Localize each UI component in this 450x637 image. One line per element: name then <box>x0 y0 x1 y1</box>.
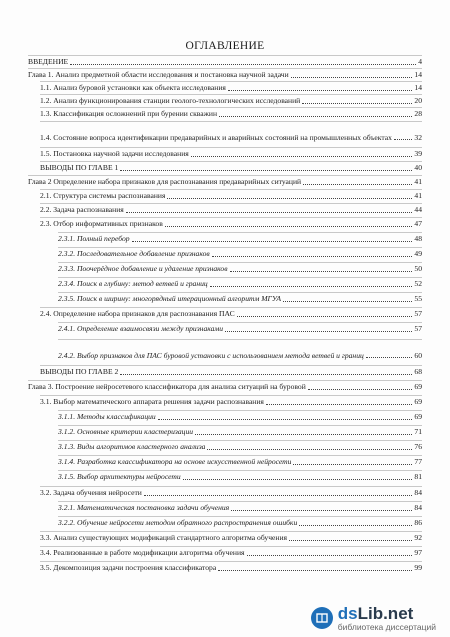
toc-entry-title <box>40 365 118 378</box>
toc-entry-text: Задача распознавания <box>53 205 124 214</box>
toc-entry-number: 2.2. <box>40 205 52 214</box>
toc-entry-text: Виды алгоритмов кластерного анализа <box>77 442 206 451</box>
toc-entry-number: 1.1. <box>40 83 52 92</box>
toc-entry-text: Анализ функционирования станции геолого-технологических исследований <box>53 96 301 105</box>
toc-entry <box>40 486 422 499</box>
toc-page-number: 4 <box>418 57 422 66</box>
toc-entry-number: 2.4.1. <box>58 324 76 333</box>
toc-entry-title <box>58 410 156 423</box>
toc-entry <box>58 247 422 260</box>
toc-entry-title <box>28 380 306 393</box>
toc-entry-title <box>40 531 287 544</box>
toc-entry <box>40 307 422 320</box>
toc-entry <box>58 232 422 245</box>
toc-entry-text: Задача обучения нейросети <box>53 488 142 497</box>
toc-page-number: 55 <box>414 294 422 303</box>
toc-entry <box>40 147 422 160</box>
toc-entry-title <box>40 395 264 408</box>
toc-entry <box>28 68 422 81</box>
toc-entry-number: 2.3.5. <box>58 294 76 303</box>
toc-page-number: 69 <box>414 382 422 391</box>
toc-entry-text: Последовательное добавление признаков <box>77 249 210 258</box>
leader-dots <box>158 419 413 420</box>
leader-dots <box>303 184 412 185</box>
toc-page-number: 84 <box>414 503 422 512</box>
toc-entry-text: Глава 3. Построение нейросетевого классификатора для анализа ситуаций на буровой <box>28 382 306 391</box>
leader-dots <box>302 103 412 104</box>
toc-page-number: 99 <box>414 563 422 572</box>
toc-page-number: 69 <box>414 412 422 421</box>
toc-entry-text: Математическая постановка задачи обучения <box>77 503 230 512</box>
toc-entry-title <box>58 440 205 453</box>
toc-entry-title <box>40 486 142 499</box>
toc-entry-number: 3.1.5. <box>58 472 76 481</box>
toc-entry <box>40 561 422 574</box>
toc-entry-title <box>28 55 68 68</box>
leader-dots <box>120 374 412 375</box>
toc-entry-number: 3.1. <box>40 397 52 406</box>
toc-page-number: 48 <box>414 234 422 243</box>
leader-dots <box>191 156 413 157</box>
toc-entry-text: Структура системы распознавания <box>53 191 166 200</box>
toc-page-number: 69 <box>414 397 422 406</box>
toc-entry-number: 3.2.1. <box>58 503 76 512</box>
leader-dots <box>167 198 412 199</box>
leader-dots <box>165 226 413 227</box>
toc-entry <box>58 262 422 275</box>
toc-entry <box>58 455 422 468</box>
toc-entry-title <box>40 561 216 574</box>
toc-entry-text: Анализ буровой установки как объекта исследования <box>53 83 226 92</box>
toc-page-number: 28 <box>414 109 422 118</box>
toc-entry <box>58 339 422 361</box>
leader-dots <box>283 301 412 302</box>
leader-dots <box>120 170 412 171</box>
toc-entry <box>40 217 422 230</box>
leader-dots <box>210 286 413 287</box>
toc-entry <box>40 189 422 202</box>
leader-dots <box>230 271 413 272</box>
toc-page-number: 52 <box>414 279 422 288</box>
toc-entry <box>58 470 422 483</box>
leader-dots <box>144 495 413 496</box>
toc-entry-title <box>40 147 189 160</box>
toc-entry <box>40 121 422 143</box>
toc-entry-title <box>58 351 364 361</box>
toc-entry <box>28 55 422 68</box>
toc-entry-text: Выбор признаков для ПАС буровой установки с использованием метода ветвей и границ <box>77 351 364 360</box>
toc-entry-text: ВВЕДЕНИЕ <box>28 57 69 66</box>
leader-dots <box>183 479 413 480</box>
toc-entry-text: Реализованные в работе модификации алгоритма обучения <box>53 548 245 557</box>
leader-dots <box>132 241 413 242</box>
leader-dots <box>394 139 412 140</box>
leader-dots <box>70 64 416 65</box>
leader-dots <box>308 389 413 390</box>
toc-page-number: 68 <box>414 367 422 376</box>
toc-page-number: 14 <box>414 83 422 92</box>
toc-page-number: 44 <box>414 205 422 214</box>
toc-title: ОГЛАВЛЕНИЕ <box>185 40 265 52</box>
toc-entry <box>58 292 422 305</box>
toc-entry-title <box>58 516 297 529</box>
toc-entry-title <box>40 203 124 216</box>
leader-dots <box>366 357 413 358</box>
toc-entry-number: 1.5. <box>40 149 52 158</box>
toc-entry-text: Поиск в ширину: многорядный итерационный алгоритм МГУА <box>77 294 282 303</box>
toc-entry-number: 3.3. <box>40 533 52 542</box>
toc-entry <box>58 516 422 529</box>
toc-entry-number: 3.2.2. <box>58 518 76 527</box>
toc-entry <box>58 440 422 453</box>
toc-entry-text: Определение взаимосвязи между признаками <box>77 324 224 333</box>
toc-entry-title <box>58 322 223 335</box>
toc-entry-text: Обучение нейросети методом обратного распространения ошибки <box>77 518 298 527</box>
toc-page-number: 39 <box>414 149 422 158</box>
toc-entry-number: 3.1.2. <box>58 427 76 436</box>
toc-entry-text: Отбор информативных признаков <box>53 219 163 228</box>
toc-entry-number: 2.3.4. <box>58 279 76 288</box>
toc-page-number: 20 <box>414 96 422 105</box>
toc-entry-number: 1.3. <box>40 109 52 118</box>
toc-entry-title <box>40 546 245 559</box>
toc-entry-number: 2.3.2. <box>58 249 76 258</box>
toc-page-number: 49 <box>414 249 422 258</box>
toc-page-number: 41 <box>414 177 422 186</box>
leader-dots <box>195 434 412 435</box>
toc-entry-title <box>58 501 229 514</box>
toc-entry-number: 2.3.3. <box>58 264 76 273</box>
toc-entry-title <box>58 292 281 305</box>
toc-entry-text: Выбор математического аппарата решения задачи распознавания <box>53 397 264 406</box>
toc-page-number: 47 <box>414 219 422 228</box>
toc-entry <box>40 94 422 107</box>
toc-entry-title <box>58 232 130 245</box>
toc-entry-number: 1.4. <box>40 133 52 142</box>
toc-entry-number: 3.1.4. <box>58 457 76 466</box>
toc-page-number: 84 <box>414 488 422 497</box>
toc-entry <box>28 175 422 188</box>
toc-page-number: 92 <box>414 533 422 542</box>
leader-dots <box>247 555 413 556</box>
toc-entry-title <box>40 161 118 174</box>
toc-page-number: 32 <box>414 133 422 142</box>
toc-entry-number: 3.2. <box>40 488 52 497</box>
toc-page-number: 40 <box>414 163 422 172</box>
toc-page-number: 81 <box>414 472 422 481</box>
toc-entry-text: Состояние вопроса идентификации предаварийных и аварийных состояний на промышленных объектах <box>53 133 392 142</box>
toc-entry-title <box>40 133 392 143</box>
toc-entry-title <box>58 425 193 438</box>
leader-dots <box>266 404 412 405</box>
leader-dots <box>207 449 412 450</box>
toc-entry-title <box>58 470 181 483</box>
toc-entry <box>58 410 422 423</box>
toc-entry-title <box>58 455 291 468</box>
toc-entry-title <box>40 217 163 230</box>
toc-entry-text: Глава 2 Определение набора признаков для распознавания предаварийных ситуаций <box>28 177 302 186</box>
toc-entry-title <box>28 68 289 81</box>
toc-entry <box>40 531 422 544</box>
toc-entry-title <box>58 262 228 275</box>
toc-page-number: 71 <box>414 427 422 436</box>
toc-entry-number: 2.4. <box>40 309 52 318</box>
toc-entry-title <box>58 247 210 260</box>
toc-entry <box>58 322 422 335</box>
leader-dots <box>218 570 412 571</box>
toc-entry-text: Разработка классификатора на основе искусственной нейросети <box>77 457 292 466</box>
toc-page-number: 14 <box>414 70 422 79</box>
leader-dots <box>212 256 413 257</box>
watermark-subtitle: библиотека диссертаций <box>337 621 436 632</box>
toc-entry-number: 2.1. <box>40 191 52 200</box>
toc-entry-text: ВЫВОДЫ ПО ГЛАВЕ 2 <box>40 367 119 376</box>
toc-entry-title <box>40 107 217 120</box>
toc-entry-title <box>40 189 165 202</box>
toc-page-number: 97 <box>414 548 422 557</box>
toc-entry-title <box>58 277 208 290</box>
watermark <box>311 605 436 632</box>
toc-entry-title <box>40 307 235 320</box>
toc-page-number: 86 <box>414 518 422 527</box>
toc-entry <box>58 277 422 290</box>
leader-dots <box>231 510 412 511</box>
leader-dots <box>237 316 413 317</box>
toc-entry-number: 2.3. <box>40 219 52 228</box>
leader-dots <box>219 116 412 117</box>
toc-entry <box>40 107 422 120</box>
dslib-logo-icon <box>311 607 333 629</box>
toc-entry-text: Определение набора признаков для распознавания ПАС <box>53 309 235 318</box>
toc-entry-text: Постановка научной задачи исследования <box>53 149 189 158</box>
toc-entry-text: Глава 1. Анализ предметной области исследования и постановка научной задачи <box>28 70 289 79</box>
toc-entry-number: 1.2. <box>40 96 52 105</box>
toc-entry <box>40 546 422 559</box>
toc-entry-number: 3.1.3. <box>58 442 76 451</box>
toc-page-number: 76 <box>414 442 422 451</box>
toc-entry <box>58 425 422 438</box>
leader-dots <box>299 525 412 526</box>
toc-entry-title <box>28 175 301 188</box>
toc-page-number: 60 <box>414 351 422 360</box>
toc-entry-text: Классификация осложнений при бурении скважин <box>53 109 218 118</box>
toc-entry-text: Основные критерии кластеризации <box>77 427 194 436</box>
toc-entry-title <box>40 81 226 94</box>
toc-entry <box>40 161 422 174</box>
toc-entry-text: Выбор архитектуры нейросети <box>77 472 181 481</box>
toc-entry <box>40 81 422 94</box>
toc-entry <box>58 501 422 514</box>
leader-dots <box>228 90 412 91</box>
toc-entry-text: ВЫВОДЫ ПО ГЛАВЕ 1 <box>40 163 119 172</box>
toc-entry-text: Методы классификации <box>77 412 156 421</box>
toc-entry-number: 2.3.1. <box>58 234 76 243</box>
leader-dots <box>289 540 412 541</box>
toc-entry-text: Поочерёдное добавление и удаление признаков <box>77 264 228 273</box>
toc-entry-text: Декомпозиция задачи построения классификатора <box>53 563 217 572</box>
toc-entry <box>40 365 422 378</box>
leader-dots <box>293 464 412 465</box>
leader-dots <box>291 77 413 78</box>
toc-entry <box>40 203 422 216</box>
toc-page-number: 57 <box>414 309 422 318</box>
toc-entry-number: 3.4. <box>40 548 52 557</box>
toc-page-number: 50 <box>414 264 422 273</box>
toc-page-number: 57 <box>414 324 422 333</box>
toc-page-number: 77 <box>414 457 422 466</box>
toc-entry-title <box>40 94 300 107</box>
leader-dots <box>126 212 413 213</box>
toc-entry <box>28 380 422 393</box>
toc-entry-number: 2.4.2. <box>58 351 76 360</box>
toc-entry-text: Поиск в глубину: метод ветвей и границ <box>77 279 208 288</box>
leader-dots <box>225 331 412 332</box>
toc-entry-number: 3.1.1. <box>58 412 76 421</box>
toc-entry-text: Анализ существующих модификаций стандартного алгоритма обучения <box>53 533 288 542</box>
toc-entry-text: Полный перебор <box>77 234 130 243</box>
toc-entry-number: 3.5. <box>40 563 52 572</box>
watermark-brand: dsLib.net <box>337 603 414 623</box>
toc-page-number: 41 <box>414 191 422 200</box>
toc-entry <box>40 395 422 408</box>
